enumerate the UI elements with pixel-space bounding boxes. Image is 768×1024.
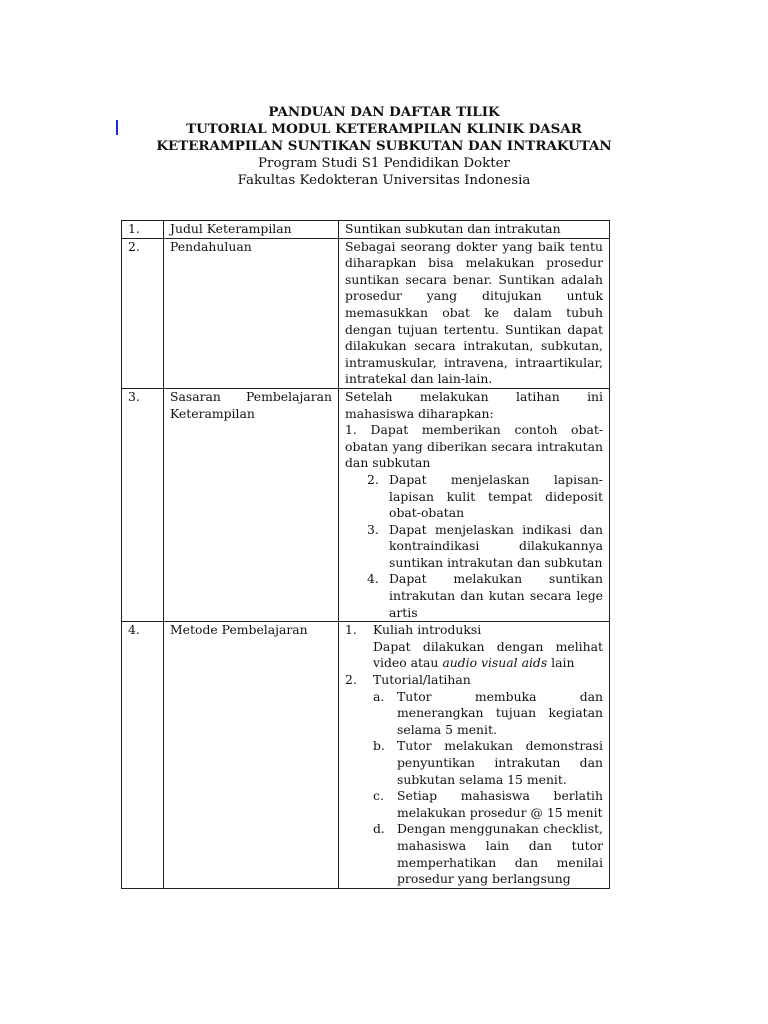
row-label: Pendahuluan [164, 238, 339, 388]
objective-item [345, 571, 603, 621]
list-number: 4. [367, 571, 379, 587]
desc-italic: audio visual aids [442, 655, 548, 671]
objective-item [345, 522, 603, 572]
row-number: 1. [122, 221, 164, 239]
list-letter: a. [373, 688, 385, 704]
desc-part: lain [547, 655, 575, 671]
header-program: Program Studi S1 Pendidikan Dokter [258, 156, 510, 171]
row-label: Sasaran Pembelajaran Keterampilan [164, 388, 339, 621]
list-letter: b. [373, 738, 385, 754]
desc-part: Dapat dilakukan dengan melihat video atau [373, 638, 603, 671]
header-subtitle-2: KETERAMPILAN SUNTIKAN SUBKUTAN DAN INTRAKUTAN [156, 138, 612, 154]
objectives-intro: Setelah melakukan latihan ini mahasiswa diharapkan: [345, 388, 603, 421]
method-subitem [345, 738, 603, 788]
list-number: 2. [367, 471, 379, 487]
method-subitem [345, 821, 603, 887]
list-text: Tutor melakukan demonstrasi penyuntikan intrakutan dan subkutan selama 15 menit. [397, 738, 603, 787]
list-number: 3. [367, 521, 379, 537]
header-faculty: Fakultas Kedokteran Universitas Indonesia [237, 173, 531, 188]
row-number: 4. [122, 622, 164, 889]
list-text: Dapat menjelaskan indikasi dan kontraindikasi dilakukannya suntikan intrakutan dan subkutan [389, 521, 603, 570]
list-text [373, 622, 603, 672]
document-header [0, 104, 768, 189]
table-row [122, 388, 610, 621]
method-subitem [345, 788, 603, 821]
row-label: Judul Keterampilan [164, 221, 339, 239]
list-number: 1. [345, 622, 357, 638]
method-title: Tutorial/latihan [373, 672, 471, 688]
row-content: Sebagai seorang dokter yang baik tentu diharapkan bisa melakukan prosedur suntikan secara benar. Suntikan adalah prosedur yang ditujukan untuk memasukkan obat ke dalam tubuh dengan tujuan tertentu. Suntikan dapat dilakukan secara intrakutan, subkutan, intramuskular, intravena, intraartikular, intratekal dan lain-lain. [339, 238, 610, 388]
row-number: 2. [122, 238, 164, 388]
table-row [122, 221, 610, 239]
header-title: PANDUAN DAN DAFTAR TILIK [268, 104, 500, 120]
list-number: 2. [345, 672, 357, 688]
row-label: Metode Pembelajaran [164, 622, 339, 889]
list-text: Tutor membuka dan menerangkan tujuan kegiatan selama 5 menit. [397, 688, 603, 737]
method-description [373, 639, 603, 672]
objective-item [345, 472, 603, 522]
list-text: Dapat menjelaskan lapisan-lapisan kulit tempat dideposit obat-obatan [389, 471, 603, 521]
method-title: Kuliah introduksi [373, 622, 482, 638]
row-number: 3. [122, 388, 164, 621]
method-subitem [345, 689, 603, 739]
method-item [345, 672, 603, 689]
table-row [122, 238, 610, 388]
method-item [345, 622, 603, 672]
table-row [122, 622, 610, 889]
header-subtitle-1: TUTORIAL MODUL KETERAMPILAN KLINIK DASAR [186, 121, 582, 137]
row-content: Suntikan subkutan dan intrakutan [339, 221, 610, 239]
list-letter: c. [373, 788, 384, 804]
objective-item: 1. Dapat memberikan contoh obat-obatan yang diberikan secara intrakutan dan subkutan [345, 422, 603, 471]
row-content [339, 622, 610, 889]
row-content [339, 388, 610, 621]
list-text: Setiap mahasiswa berlatih melakukan prosedur @ 15 menit [397, 788, 603, 820]
list-text: Dapat melakukan suntikan intrakutan dan kutan secara lege artis [389, 571, 603, 620]
list-letter: d. [373, 821, 385, 837]
list-text: Dengan menggunakan checklist, mahasiswa lain dan tutor memperhatikan dan menilai prosedur yang berlangsung [397, 821, 603, 887]
skills-table [121, 220, 610, 889]
